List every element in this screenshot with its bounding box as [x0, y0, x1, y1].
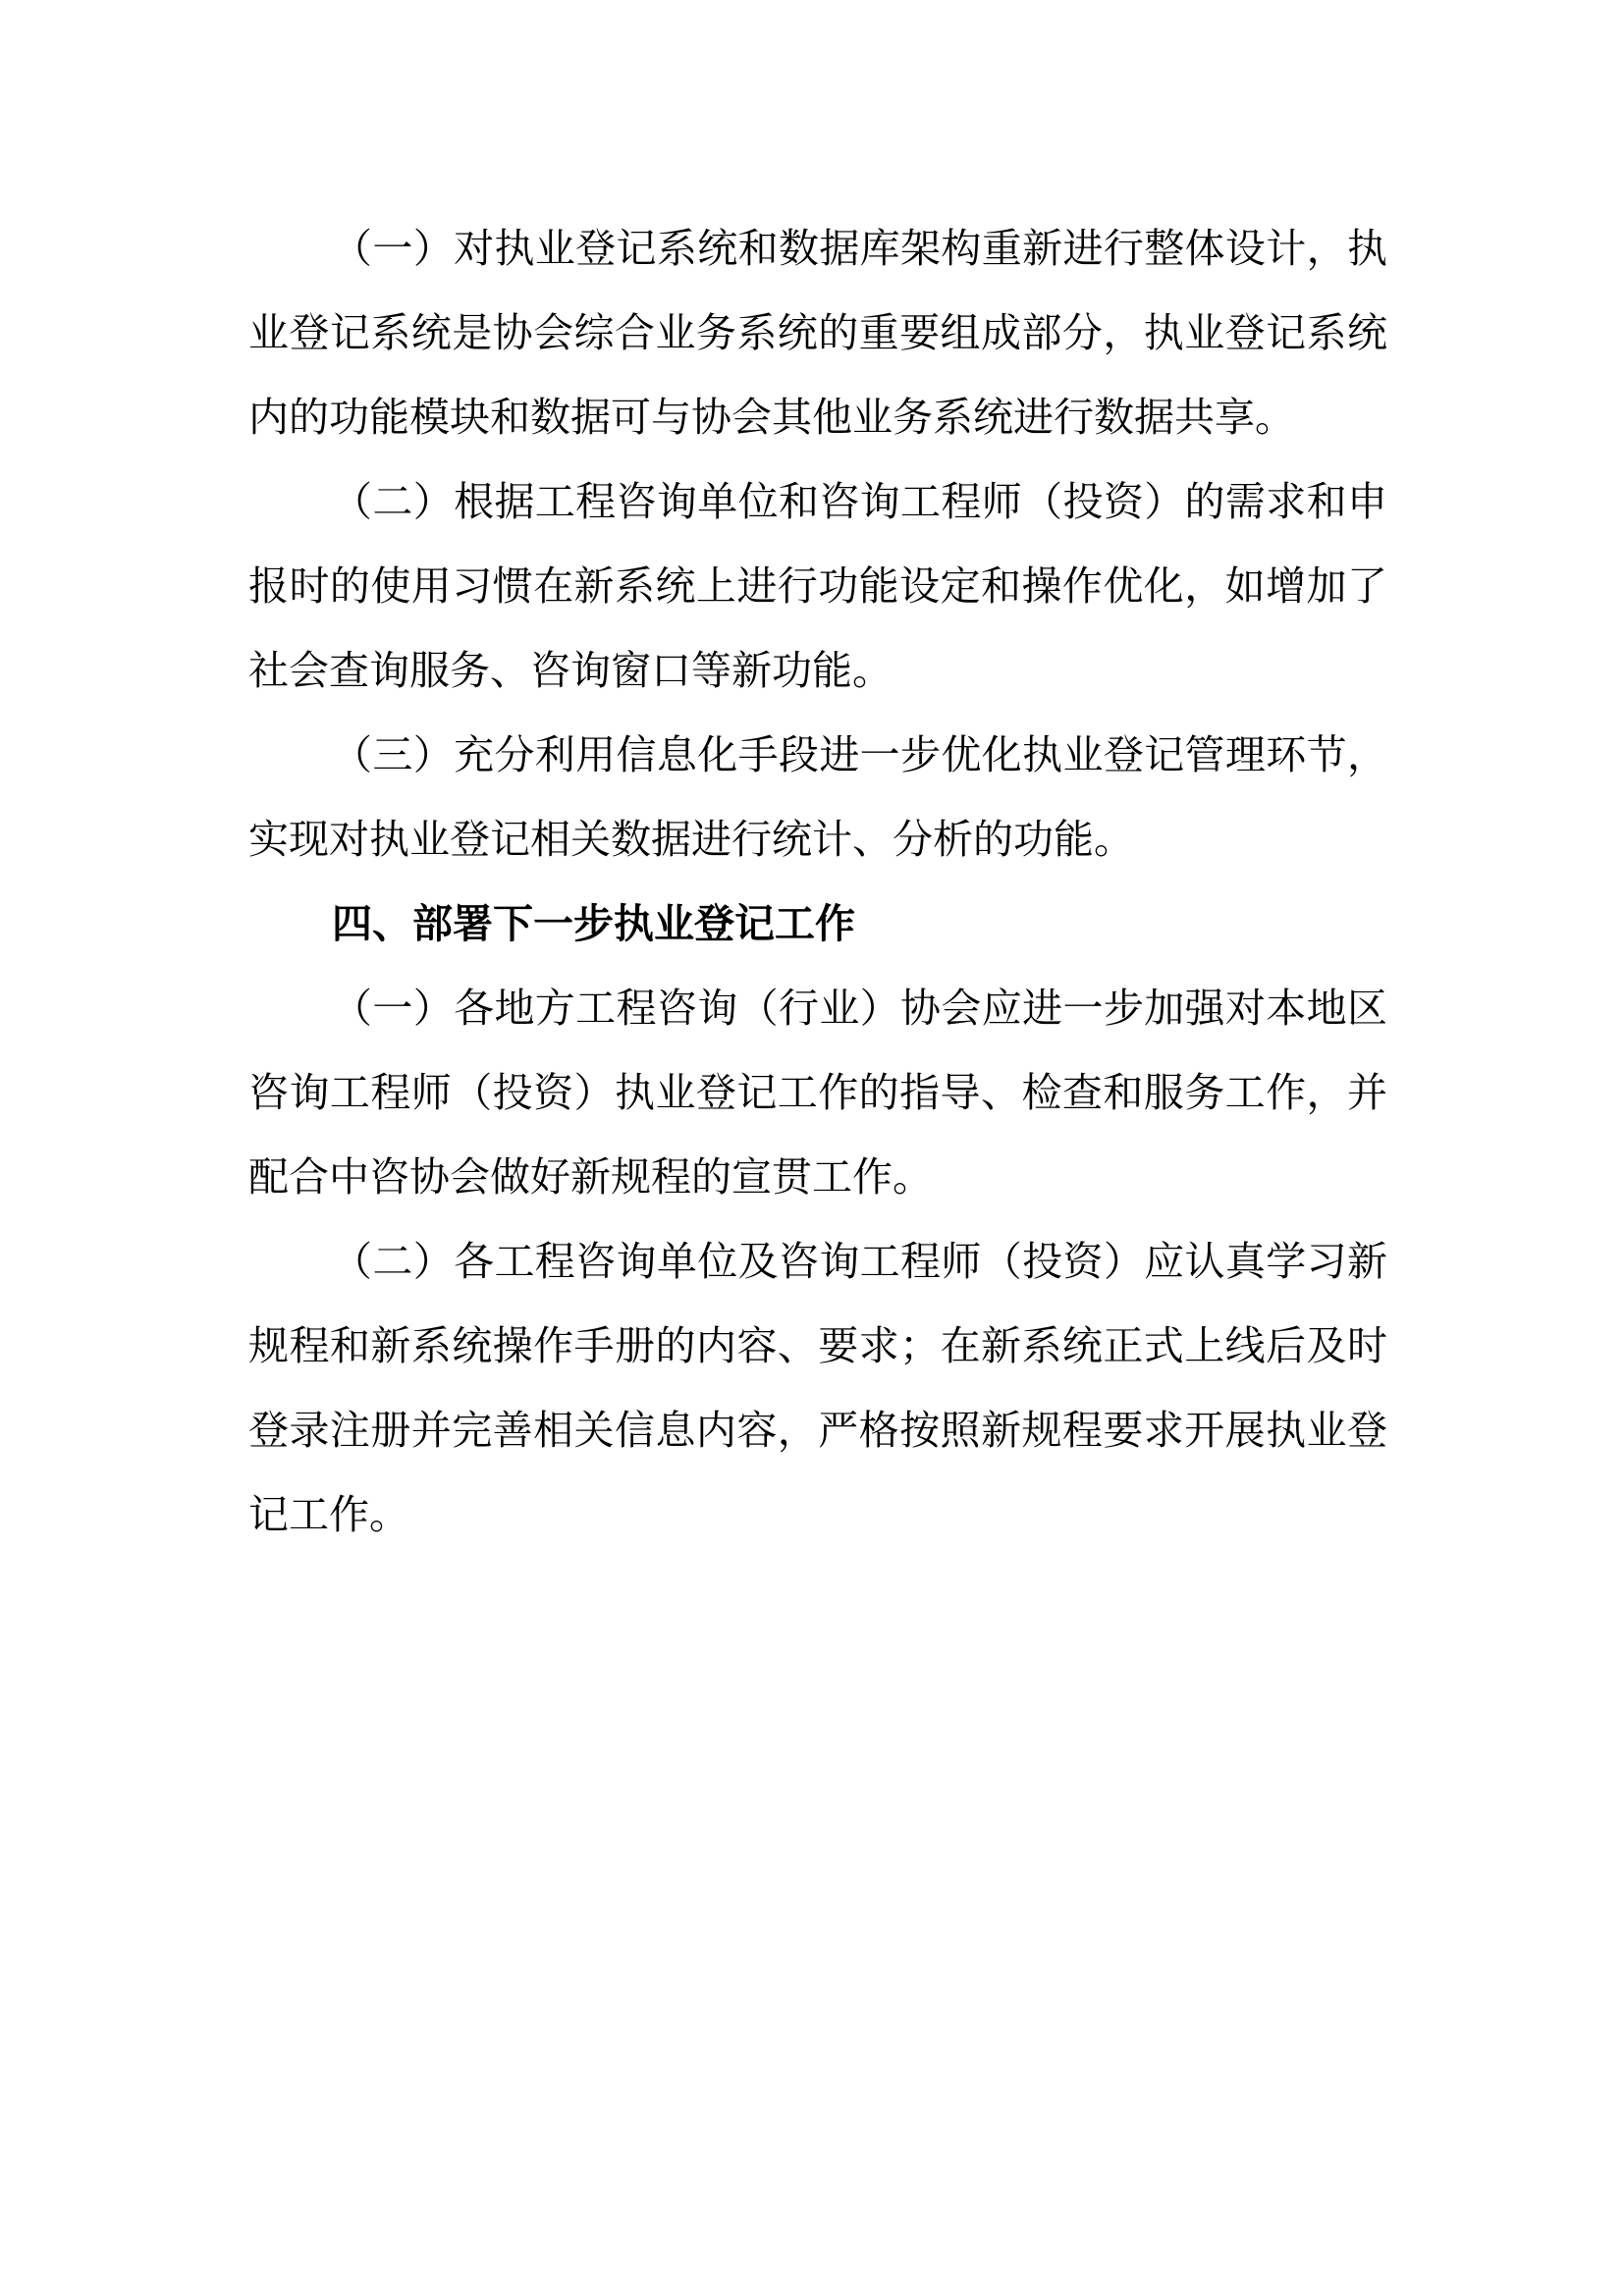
section-heading-text: 四、部署下一步执业登记工作 — [332, 900, 855, 947]
section-heading — [248, 881, 1387, 966]
text-line: （一）各地方工程咨询（行业）协会应进一步加强对本地区 — [332, 985, 1387, 1032]
text-line: 报时的使用习惯在新系统上进行功能设定和操作优化，如增加了 — [248, 562, 1387, 610]
text-line: 社会查询服务、咨询窗口等新功能。 — [248, 647, 893, 694]
paragraph-function-optimization — [248, 459, 1387, 713]
text-line: 规程和新系统操作手册的内容、要求；在新系统正式上线后及时 — [248, 1322, 1387, 1369]
text-line: （二）根据工程咨询单位和咨询工程师（投资）的需求和申 — [332, 478, 1387, 525]
text-line: （一）对执业登记系统和数据库架构重新进行整体设计，执 — [332, 225, 1387, 272]
text-line: 配合中咨协会做好新规程的宣贯工作。 — [248, 1153, 933, 1201]
paragraph-informatization — [248, 713, 1387, 881]
document-body — [248, 206, 1387, 1557]
paragraph-local-associations — [248, 966, 1387, 1219]
text-line: 登录注册并完善相关信息内容，严格按照新规程要求开展执业登 — [248, 1407, 1387, 1454]
text-line: （二）各工程咨询单位及咨询工程师（投资）应认真学习新 — [332, 1238, 1387, 1285]
text-line: 实现对执业登记相关数据进行统计、分析的功能。 — [248, 816, 1134, 863]
text-line: 业登记系统是协会综合业务系统的重要组成部分，执业登记系统 — [248, 309, 1387, 356]
text-line: （三）充分利用信息化手段进一步优化执业登记管理环节， — [332, 731, 1387, 778]
text-line: 记工作。 — [248, 1491, 409, 1538]
text-line: 咨询工程师（投资）执业登记工作的指导、检查和服务工作，并 — [248, 1069, 1387, 1116]
paragraph-system-redesign — [248, 206, 1387, 459]
paragraph-consulting-units — [248, 1219, 1387, 1557]
text-line: 内的功能模块和数据可与协会其他业务系统进行数据共享。 — [248, 394, 1295, 441]
